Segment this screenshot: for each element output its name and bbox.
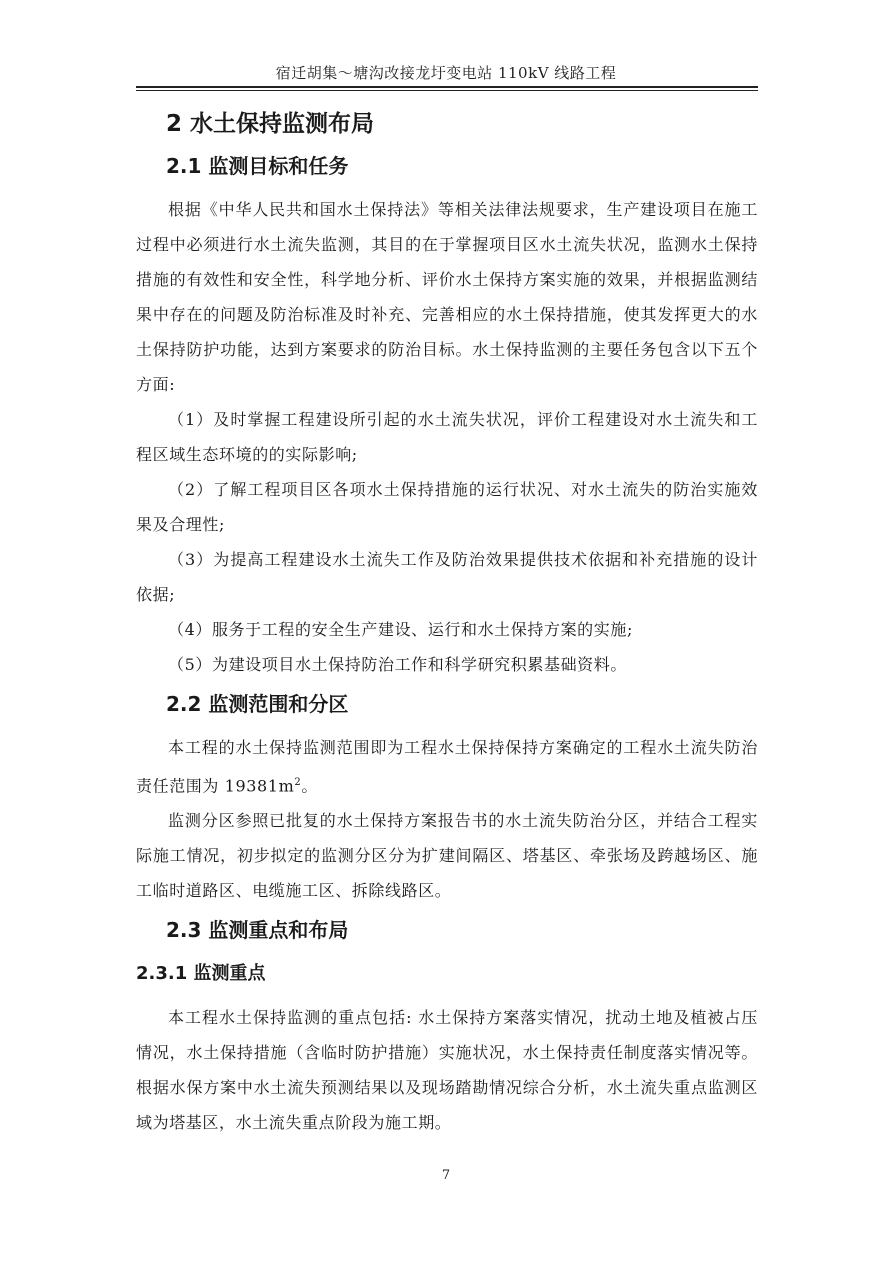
task-item-1: （1）及时掌握工程建设所引起的水土流失状况，评价工程建设对水土流失和工程区域生态环境的的实际影响; xyxy=(136,410,758,464)
page-number: 7 xyxy=(441,1168,451,1183)
running-header: 宿迁胡集～塘沟改接龙圩变电站 110kV 线路工程 xyxy=(275,64,617,82)
section-heading-2-3: 2.3 监测重点和布局 xyxy=(166,918,349,943)
paragraph-2-3-1: 本工程水土保持监测的重点包括: 水土保持方案落实情况，扰动土地及植被占压情况，水土保持措施（含临时防护措施）实施状况，水土保持责任制度落实情况等。根据水保方案中水土流失预测结果以及现场踏勘情况综合分析，水土流失重点监测区域为塔基区，水土流失重点阶段为施工期。 xyxy=(136,1008,758,1133)
task-item-5: （5）为建设项目水土保持防治工作和科学研究积累基础资料。 xyxy=(168,655,627,674)
section-heading-2-2: 2.2 监测范围和分区 xyxy=(166,692,349,716)
area-unit-superscript: 2 xyxy=(294,777,302,788)
task-item-3: （3）为提高工程建设水土流失工作及防治效果提供技术依据和补充措施的设计依据; xyxy=(136,550,758,604)
paragraph-2-2-zones: 监测分区参照已批复的水土保持方案报告书的水土流失防治分区，并结合工程实际施工情况，初步拟定的监测分区分为扩建间隔区、塔基区、牵张场及跨越场区、施工临时道路区、电缆施工区、拆除线路区。 xyxy=(136,811,758,901)
header-rule-thin xyxy=(136,90,758,91)
page-body xyxy=(136,104,758,1140)
paragraph-2-1-intro: 根据《中华人民共和国水土保持法》等相关法律法规要求，生产建设项目在施工过程中必须进行水土流失监测，其目的在于掌握项目区水土流失状况，监测水土保持措施的有效性和安全性，科学地分析、评价水土保持方案实施的效果，并根据监测结果中存在的问题及防治标准及时补充、完善相应的水土保持措施，使其发挥更大的水土保持防护功能，达到方案要求的防治目标。水土保持监测的主要任务包含以下五个方面: xyxy=(136,200,758,394)
task-item-2: （2）了解工程项目区各项水土保持措施的运行状况、对水土流失的防治实施效果及合理性; xyxy=(136,480,758,534)
scope-end: 。 xyxy=(301,776,318,796)
chapter-heading: 2 水土保持监测布局 xyxy=(166,111,375,137)
header-rule-thick xyxy=(136,86,758,88)
scope-text: 本工程的水土保持监测范围即为工程水土保持保持方案确定的工程水土流失防治责任范围为 19381m xyxy=(136,738,758,796)
section-heading-2-1: 2.1 监测目标和任务 xyxy=(166,154,349,178)
task-item-4: （4）服务于工程的安全生产建设、运行和水土保持方案的实施; xyxy=(168,620,633,639)
paragraph-2-2-scope xyxy=(136,730,758,803)
section-heading-2-3-1: 2.3.1 监测重点 xyxy=(136,963,266,985)
